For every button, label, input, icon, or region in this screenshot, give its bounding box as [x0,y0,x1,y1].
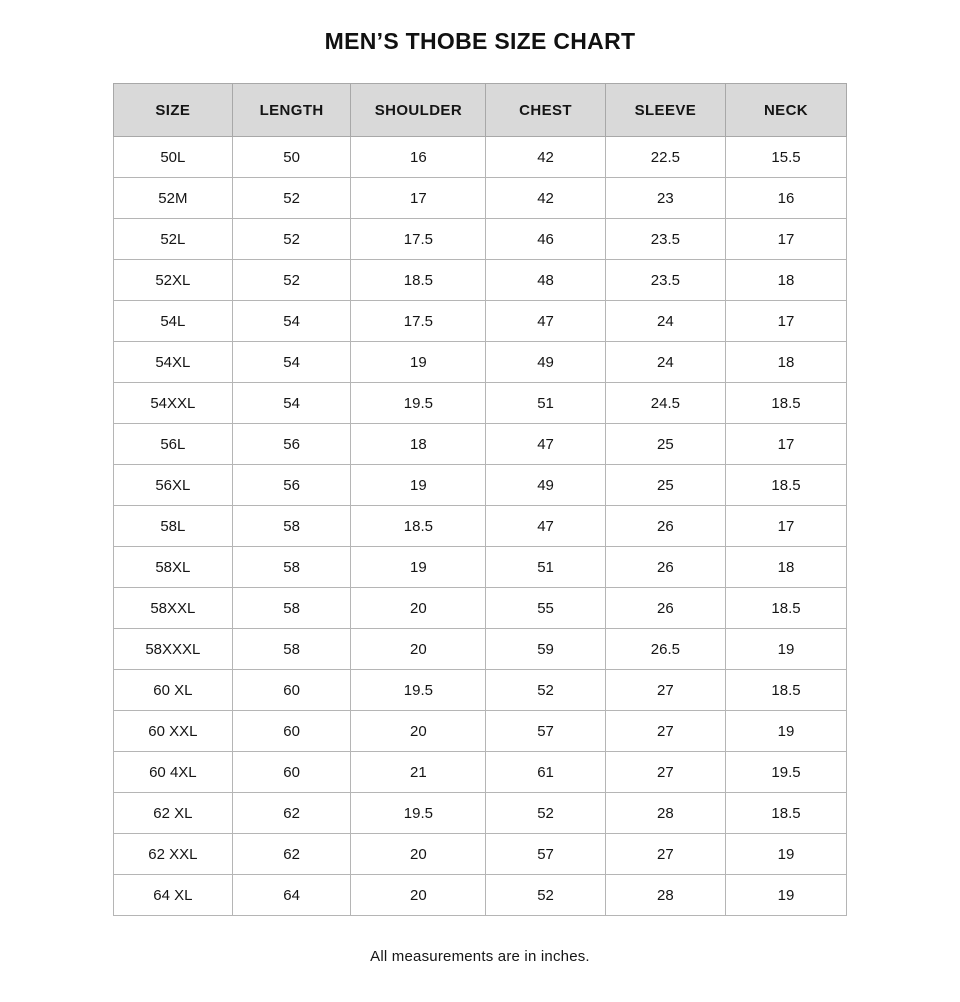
cell-chest: 52 [486,875,605,916]
table-row [114,711,847,752]
table-header [114,84,847,137]
cell-length: 60 [232,752,351,793]
cell-neck: 19 [726,875,847,916]
cell-size: 52M [114,178,233,219]
column-header-chest: CHEST [486,84,605,137]
cell-length: 58 [232,588,351,629]
column-header-neck: NECK [726,84,847,137]
table-row [114,219,847,260]
cell-length: 56 [232,465,351,506]
cell-neck: 17 [726,301,847,342]
cell-sleeve: 25 [605,465,725,506]
cell-chest: 61 [486,752,605,793]
cell-chest: 57 [486,711,605,752]
cell-chest: 59 [486,629,605,670]
cell-neck: 18.5 [726,383,847,424]
cell-shoulder: 19 [351,342,486,383]
cell-neck: 17 [726,506,847,547]
cell-shoulder: 19.5 [351,670,486,711]
cell-length: 52 [232,260,351,301]
cell-size: 58XL [114,547,233,588]
cell-size: 54XL [114,342,233,383]
column-header-shoulder: SHOULDER [351,84,486,137]
table-row [114,465,847,506]
cell-sleeve: 26.5 [605,629,725,670]
cell-size: 60 XXL [114,711,233,752]
cell-sleeve: 23 [605,178,725,219]
cell-length: 58 [232,506,351,547]
cell-size: 54L [114,301,233,342]
cell-sleeve: 24 [605,301,725,342]
cell-size: 58L [114,506,233,547]
cell-size: 54XXL [114,383,233,424]
cell-chest: 52 [486,670,605,711]
cell-neck: 18.5 [726,670,847,711]
cell-neck: 17 [726,424,847,465]
cell-sleeve: 27 [605,670,725,711]
table-row [114,342,847,383]
cell-chest: 57 [486,834,605,875]
cell-size: 60 4XL [114,752,233,793]
table-row [114,875,847,916]
cell-sleeve: 28 [605,793,725,834]
table-row [114,260,847,301]
cell-length: 62 [232,834,351,875]
cell-length: 60 [232,711,351,752]
table-row [114,670,847,711]
cell-length: 52 [232,178,351,219]
cell-size: 52L [114,219,233,260]
cell-size: 50L [114,137,233,178]
cell-shoulder: 18.5 [351,260,486,301]
cell-size: 58XXL [114,588,233,629]
cell-chest: 49 [486,342,605,383]
cell-neck: 18 [726,342,847,383]
size-chart-table [113,83,847,916]
table-row [114,547,847,588]
cell-sleeve: 25 [605,424,725,465]
cell-shoulder: 21 [351,752,486,793]
cell-neck: 18.5 [726,465,847,506]
cell-chest: 55 [486,588,605,629]
cell-sleeve: 24 [605,342,725,383]
table-row [114,424,847,465]
cell-shoulder: 20 [351,875,486,916]
cell-length: 60 [232,670,351,711]
cell-size: 52XL [114,260,233,301]
cell-chest: 42 [486,137,605,178]
table-row [114,137,847,178]
cell-sleeve: 23.5 [605,260,725,301]
table-row [114,588,847,629]
cell-chest: 52 [486,793,605,834]
cell-length: 52 [232,219,351,260]
cell-sleeve: 26 [605,506,725,547]
table-header-row [114,84,847,137]
cell-shoulder: 20 [351,588,486,629]
cell-length: 58 [232,629,351,670]
table-body [114,137,847,916]
table-row [114,383,847,424]
column-header-length: LENGTH [232,84,351,137]
cell-neck: 16 [726,178,847,219]
cell-length: 56 [232,424,351,465]
cell-sleeve: 28 [605,875,725,916]
cell-size: 62 XL [114,793,233,834]
table-row [114,506,847,547]
cell-size: 60 XL [114,670,233,711]
cell-length: 54 [232,301,351,342]
cell-shoulder: 20 [351,711,486,752]
cell-neck: 18.5 [726,793,847,834]
cell-size: 62 XXL [114,834,233,875]
cell-chest: 47 [486,301,605,342]
cell-sleeve: 27 [605,752,725,793]
cell-shoulder: 18 [351,424,486,465]
cell-shoulder: 17.5 [351,301,486,342]
table-row [114,178,847,219]
cell-neck: 19.5 [726,752,847,793]
cell-chest: 51 [486,383,605,424]
cell-shoulder: 19 [351,547,486,588]
cell-length: 50 [232,137,351,178]
table-row [114,834,847,875]
cell-chest: 47 [486,506,605,547]
cell-sleeve: 26 [605,588,725,629]
cell-chest: 51 [486,547,605,588]
cell-neck: 19 [726,711,847,752]
cell-chest: 46 [486,219,605,260]
cell-sleeve: 24.5 [605,383,725,424]
table-row [114,301,847,342]
cell-shoulder: 17.5 [351,219,486,260]
cell-chest: 47 [486,424,605,465]
cell-neck: 17 [726,219,847,260]
cell-length: 54 [232,383,351,424]
cell-length: 58 [232,547,351,588]
cell-neck: 19 [726,834,847,875]
table-row [114,793,847,834]
cell-sleeve: 26 [605,547,725,588]
cell-chest: 49 [486,465,605,506]
cell-neck: 18 [726,547,847,588]
cell-shoulder: 20 [351,834,486,875]
cell-sleeve: 23.5 [605,219,725,260]
cell-neck: 18 [726,260,847,301]
cell-length: 62 [232,793,351,834]
cell-size: 64 XL [114,875,233,916]
cell-sleeve: 27 [605,711,725,752]
cell-sleeve: 22.5 [605,137,725,178]
cell-length: 64 [232,875,351,916]
cell-neck: 18.5 [726,588,847,629]
measurement-units-note: All measurements are in inches. [370,948,590,965]
page-title: MEN’S THOBE SIZE CHART [324,28,636,54]
cell-shoulder: 19.5 [351,383,486,424]
column-header-size: SIZE [114,84,233,137]
cell-length: 54 [232,342,351,383]
table-row [114,629,847,670]
cell-size: 58XXXL [114,629,233,670]
cell-shoulder: 17 [351,178,486,219]
cell-size: 56L [114,424,233,465]
cell-chest: 48 [486,260,605,301]
cell-shoulder: 18.5 [351,506,486,547]
size-chart-table-wrapper [113,83,847,916]
cell-shoulder: 19 [351,465,486,506]
cell-shoulder: 19.5 [351,793,486,834]
cell-sleeve: 27 [605,834,725,875]
cell-neck: 15.5 [726,137,847,178]
cell-chest: 42 [486,178,605,219]
cell-shoulder: 20 [351,629,486,670]
table-row [114,752,847,793]
cell-shoulder: 16 [351,137,486,178]
cell-neck: 19 [726,629,847,670]
column-header-sleeve: SLEEVE [605,84,725,137]
cell-size: 56XL [114,465,233,506]
